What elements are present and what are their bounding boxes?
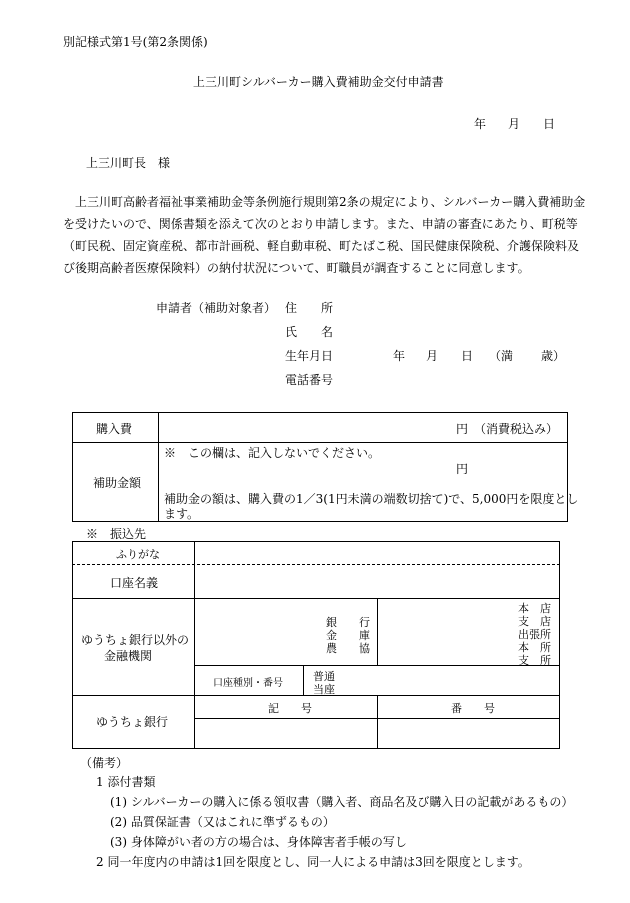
statement-line: び後期高齢者医療保険料）の納付状況について、町職員が調査することに同意します。 xyxy=(63,261,530,275)
subsidy-amount-label: 補助金額 xyxy=(93,476,142,490)
attachment-receipt: (1) シルバーカーの購入に係る領収書（購入者、商品名及び購入日の記載があるもの） xyxy=(110,795,574,809)
attachments-heading: 1 添付書類 xyxy=(96,775,156,789)
yucho-bank-label: ゆうちょ銀行 xyxy=(96,715,169,729)
date-month-label: 月 xyxy=(508,117,521,131)
subsidy-yen-unit: 円 xyxy=(456,462,469,476)
birth-day-label: 日 xyxy=(461,349,474,363)
form-title: 上三川町シルバーカー購入費補助金交付申請書 xyxy=(193,75,444,89)
form-reference: 別記様式第1号(第2条関係) xyxy=(63,35,208,49)
branch-honsho-option: 本 所 xyxy=(518,641,551,654)
other-bank-label-cont: 金融機関 xyxy=(104,649,153,663)
attachment-disability-handbook: (3) 身体障がい者の方の場合は、身体障害者手帳の写し xyxy=(110,835,407,849)
applicant-label: 申請者（補助対象者） xyxy=(156,301,277,315)
account-type-number-label: 口座種別・番号 xyxy=(213,678,283,689)
branch-honten-option: 本 店 xyxy=(518,602,551,615)
age-close-label: 歳） xyxy=(541,349,566,363)
age-open-label: （満 xyxy=(489,349,514,363)
account-holder-label: 口座名義 xyxy=(110,576,159,590)
remarks-heading: （備考） xyxy=(80,756,129,770)
purchase-cost-unit: 円 （消費税込み） xyxy=(456,422,559,436)
other-bank-label: ゆうちょ銀行以外の xyxy=(81,633,190,647)
birth-month-label: 月 xyxy=(426,349,439,363)
account-type-futsu: 普通 xyxy=(313,670,335,683)
purchase-cost-label: 購入費 xyxy=(96,422,133,436)
birth-year-label: 年 xyxy=(393,349,406,363)
application-statement xyxy=(63,191,586,279)
attachment-warranty: (2) 品質保証書（又はこれに準ずるもの） xyxy=(110,815,335,829)
statement-line: （町民税、固定資産税、都市計画税、軽自動車税、町たばこ税、国民健康保険税、介護保険料及 xyxy=(63,239,580,253)
subsidy-calc-note-cont: ます。 xyxy=(164,507,200,521)
shinkin-type-option: 金 庫 xyxy=(326,629,370,642)
statement-line: を受けたいので、関係書類を添えて次のとおり申請します。また、申請の審査にあたり、町税等 xyxy=(63,217,578,231)
nokyo-type-option: 農 協 xyxy=(326,642,370,655)
bank-type-option: 銀 行 xyxy=(326,616,370,629)
applicant-name-label: 氏 名 xyxy=(285,325,334,339)
statement-line: 上三川町高齢者福祉事業補助金等条例施行規則第2条の規定により、シルバーカー購入費補助金 xyxy=(75,195,586,209)
yucho-symbol-header: 記 号 xyxy=(268,702,312,715)
branch-shisho-option: 支 所 xyxy=(518,654,551,667)
account-type-toza: 当座 xyxy=(313,683,335,696)
applicant-birthdate-label: 生年月日 xyxy=(285,349,334,363)
application-limit-note: 2 同一年度内の申請は1回を限度とし、同一人による申請は3回を限度とします。 xyxy=(96,855,530,869)
transfer-destination-heading: ※ 振込先 xyxy=(86,527,147,541)
applicant-phone-label: 電話番号 xyxy=(285,373,334,387)
subsidy-calc-note: 補助金の額は、購入費の1／3(1円未満の端数切捨て)で、5,000円を限度とし xyxy=(164,492,579,506)
date-day-label: 日 xyxy=(543,117,556,131)
branch-shiten-option: 支 店 xyxy=(518,615,551,628)
branch-shucchojo-option: 出張所 xyxy=(518,628,551,641)
yucho-number-header: 番 号 xyxy=(451,702,495,715)
addressee: 上三川町長 様 xyxy=(86,156,171,170)
applicant-address-label: 住 所 xyxy=(285,301,334,315)
do-not-fill-note: ※ この欄は、記入しないでください。 xyxy=(164,446,381,460)
date-year-label: 年 xyxy=(474,117,487,131)
furigana-label: ふりがな xyxy=(116,548,160,561)
